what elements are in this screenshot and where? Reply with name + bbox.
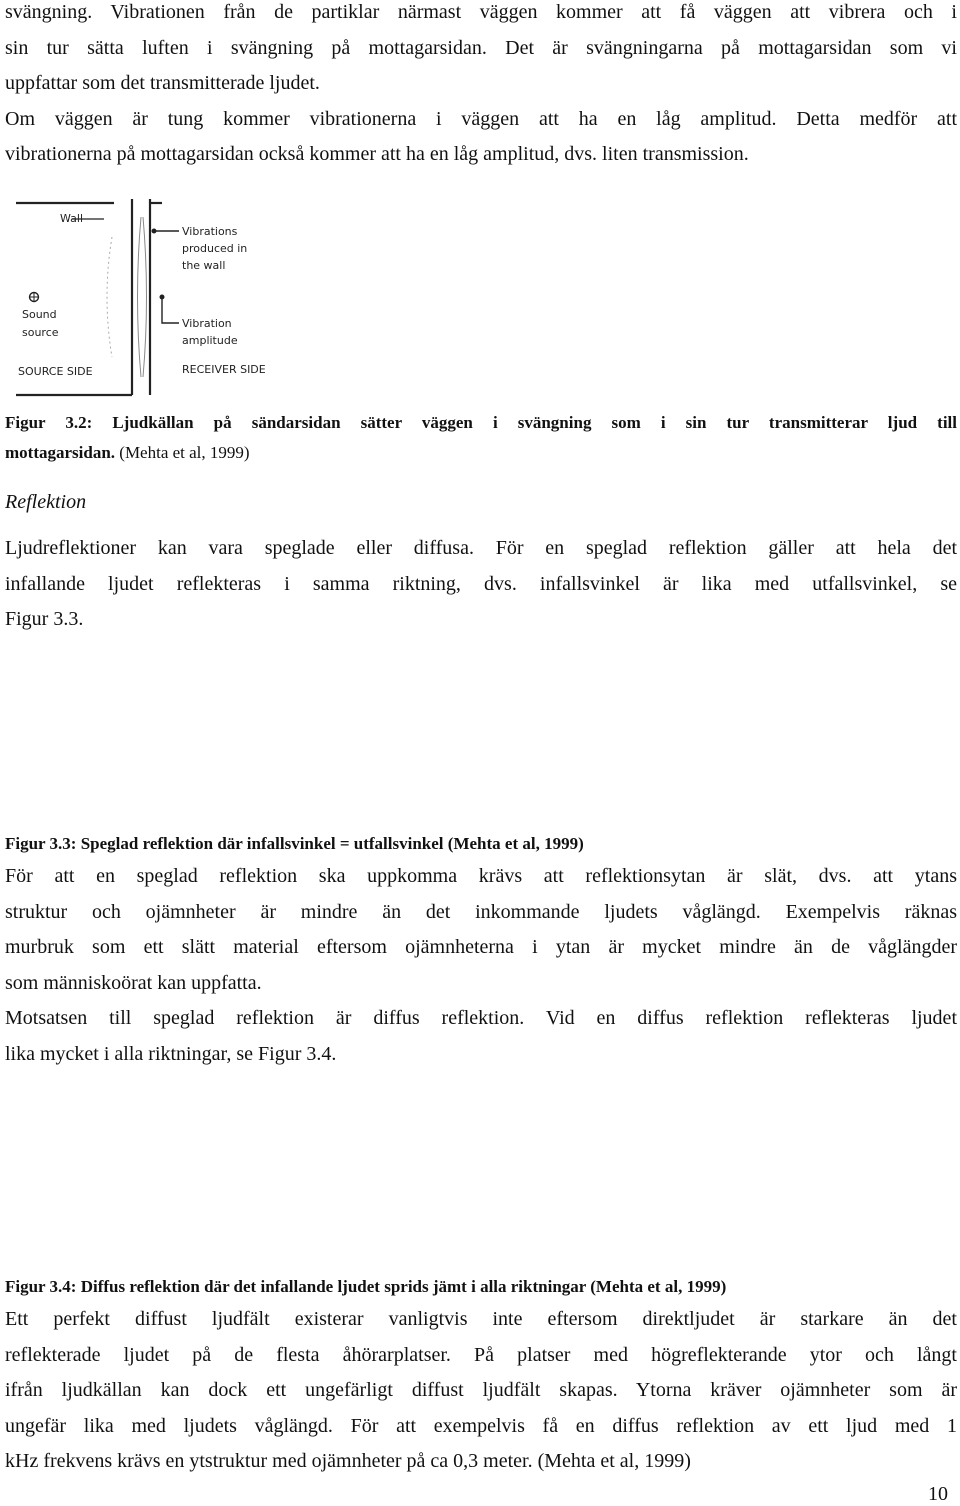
text-line: ungefär lika med ljudets våglängd. För att exempelvis få en diffus reflektion av ett ljud med 1 xyxy=(5,1414,957,1437)
figure-label-produced-in: produced in xyxy=(182,242,248,255)
figure-label-wall: Wall xyxy=(60,212,84,225)
text-line: Om väggen är tung kommer vibrationerna i väggen att ha en låg amplitud. Detta medför att xyxy=(5,107,957,130)
text-line: lika mycket i alla riktningar, se Figur 3.4. xyxy=(5,1042,337,1065)
paragraph-diffust xyxy=(5,1302,957,1480)
page-number: 10 xyxy=(928,1483,948,1505)
figure-label-amplitude: amplitude xyxy=(182,334,238,347)
caption-bold: mottagarsidan. xyxy=(5,443,116,462)
figure-label-vibration: Vibration xyxy=(182,317,232,330)
text-line: Motsatsen till speglad reflektion är diffus reflektion. Vid en diffus reflektion reflekteras ljudet xyxy=(5,1007,957,1029)
figure-3-2-illustration xyxy=(14,197,304,399)
text-line: struktur och ojämnheter är mindre än det inkommande ljudets våglängd. Exempelvis räknas xyxy=(5,900,957,923)
text-line: sin tur sätta luften i svängning på mottagarsidan. Det är svängningarna på mottagarsidan som vi xyxy=(5,36,957,59)
text-line: Ljudreflektioner kan vara speglade eller diffusa. För en speglad reflektion gäller att hela det xyxy=(5,537,957,559)
paragraph-speglad xyxy=(5,859,957,1072)
text-line: ifrån ljudkällan kan dock ett ungefärligt diffust ljudfält skapas. Ytorna kräver ojämnheter som är xyxy=(5,1379,957,1401)
section-heading-reflektion: Reflektion xyxy=(5,491,87,513)
text-line: vibrationerna på mottagarsidan också kommer att ha en låg amplitud, dvs. liten transmission. xyxy=(5,143,749,165)
figure-label-source: source xyxy=(22,326,59,339)
figure-label-receiver-side: RECEIVER SIDE xyxy=(182,363,266,376)
text-line: infallande ljudet reflekteras i samma riktning, dvs. infallsvinkel är lika med utfallsvinkel, se xyxy=(5,572,957,595)
paragraph-top xyxy=(5,0,957,173)
text-line: Ett perfekt diffust ljudfält existerar vanligtvis inte eftersom direktljudet är starkare än det xyxy=(5,1308,957,1330)
caption-line xyxy=(5,438,957,468)
caption-reference: (Mehta et al, 1999) xyxy=(443,834,584,853)
figure-label-sound: Sound xyxy=(22,308,57,321)
caption-reference: (Mehta et al, 1999) xyxy=(115,443,250,462)
text-line: reflekterade ljudet på de flesta åhörarplatser. På platser med högreflekterande ytor och långt xyxy=(5,1343,957,1366)
text-line: svängning. Vibrationen från de partiklar närmast väggen kommer att få väggen att vibrera och i xyxy=(5,1,957,23)
figure-label-vibrations: Vibrations xyxy=(182,225,238,238)
figure-3-2-caption xyxy=(5,408,957,468)
text-line: uppfattar som det transmitterade ljudet. xyxy=(5,72,320,94)
figure-3-4-caption xyxy=(5,1272,957,1302)
caption-line: Figur 3.2: Ljudkällan på sändarsidan sätter väggen i svängning som i sin tur transmitterar ljud till xyxy=(5,413,957,432)
text-line: murbruk som ett slätt material eftersom ojämnheterna i ytan är mycket mindre än de våglängder xyxy=(5,936,957,958)
caption-bold: Figur 3.3: Speglad reflektion där infallsvinkel = utfallsvinkel xyxy=(5,834,444,853)
text-line: som människoörat kan uppfatta. xyxy=(5,971,262,994)
figure-label-source-side: SOURCE SIDE xyxy=(18,365,93,378)
text-line: kHz frekvens krävs en ytstruktur med ojämnheter på ca 0,3 meter. (Mehta et al, 1999) xyxy=(5,1450,691,1472)
text-line: Figur 3.3. xyxy=(5,608,84,630)
paragraph-reflektion xyxy=(5,531,957,638)
figure-3-3-caption xyxy=(5,829,957,859)
figure-label-the-wall: the wall xyxy=(182,259,226,272)
text-line: För att en speglad reflektion ska uppkomma krävs att reflektionsytan är slät, dvs. att ytans xyxy=(5,865,957,887)
caption-bold: Figur 3.4: Diffus reflektion där det infallande ljudet sprids jämt i alla riktningar (Mehta et al, 1999) xyxy=(5,1277,727,1296)
